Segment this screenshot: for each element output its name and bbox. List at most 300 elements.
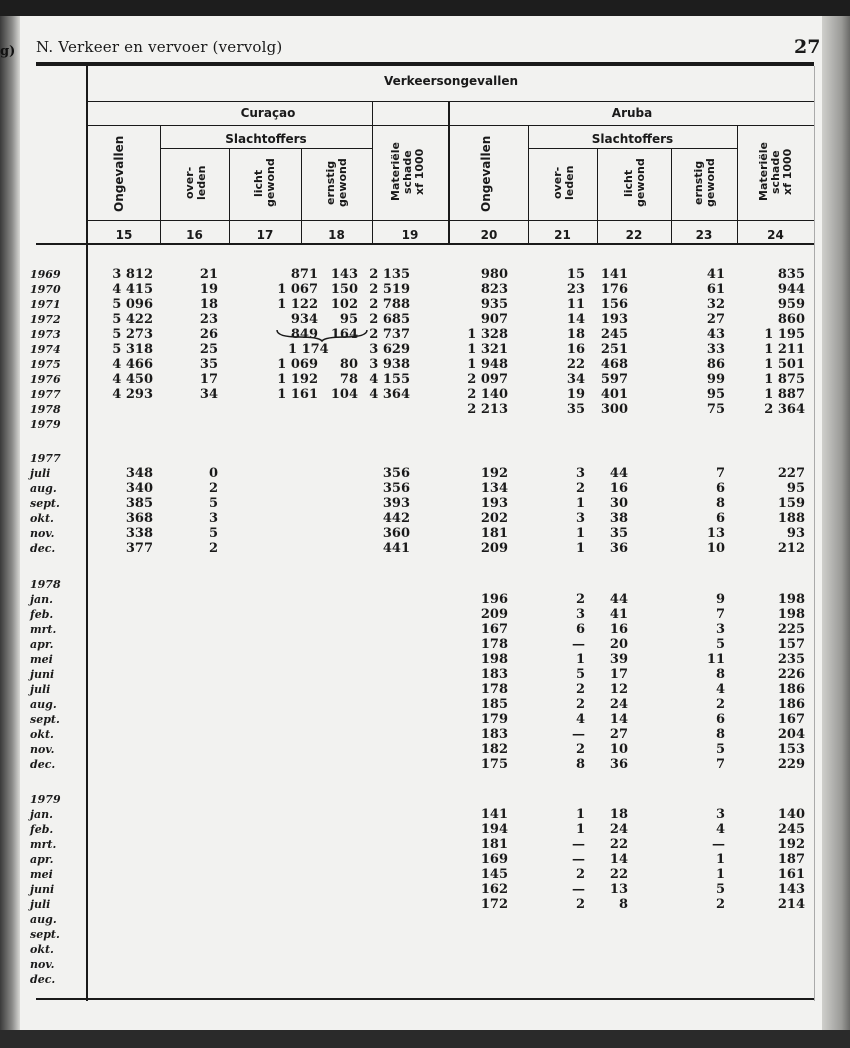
table-row: [30, 342, 820, 357]
cell-ongevallen-curacao: 4 466: [112, 357, 153, 372]
table-row: [30, 697, 820, 712]
cell-overleden-curacao: [153, 652, 218, 667]
cell-overleden-aruba: [508, 927, 585, 942]
cell-ernstig-gewond-aruba: 8: [715, 727, 725, 742]
column-number: 24: [767, 228, 784, 242]
cell-ongevallen-aruba: 935: [480, 297, 508, 312]
table-row: [30, 897, 820, 912]
cell-licht-gewond-curacao: 934: [290, 312, 318, 327]
header-rule: [88, 220, 814, 221]
cell-schade-curacao: [358, 927, 410, 942]
cell-overleden-curacao: 21: [199, 267, 218, 282]
cell-licht-gewond-curacao: [218, 637, 318, 652]
cell-overleden-aruba: 18: [566, 327, 585, 342]
cell-ongevallen-aruba: 183: [480, 667, 508, 682]
cell-schade-curacao: [358, 942, 410, 957]
cell-ongevallen-aruba: 2 213: [467, 402, 508, 417]
section-heading: 1978: [30, 578, 61, 591]
cell-ernstig-gewond-curacao: [318, 957, 358, 972]
cell-overleden-curacao: [153, 912, 218, 927]
cell-overleden-curacao: [153, 417, 218, 432]
cell-licht-gewond-aruba: 245: [600, 327, 628, 342]
cell-overleden-curacao: [153, 867, 218, 882]
cell-licht-gewond-aruba: 27: [609, 727, 628, 742]
table-row: [30, 511, 820, 526]
cell-licht-gewond-aruba: 35: [609, 526, 628, 541]
cell-schade-curacao: [358, 837, 410, 852]
cell-licht-gewond-curacao: [218, 757, 318, 772]
cell-schade-aruba: 188: [777, 511, 805, 526]
cell-overleden-curacao: [153, 727, 218, 742]
cell-ernstig-gewond-curacao: [318, 742, 358, 757]
cell-ongevallen-aruba: 181: [480, 837, 508, 852]
cell-schade-curacao: 2 685: [369, 312, 410, 327]
column-number: 20: [480, 228, 498, 242]
cell-licht-gewond-curacao: [218, 882, 318, 897]
cell-schade-aruba: 143: [777, 882, 805, 897]
cell-schade-aruba: 1 195: [764, 327, 805, 342]
cell-ongevallen-curacao: [86, 807, 153, 822]
cell-licht-gewond-curacao: [218, 526, 318, 541]
cell-ongevallen-curacao: 368: [125, 511, 153, 526]
cell-ernstig-gewond-curacao: 150: [330, 282, 358, 297]
row-label: dec.: [30, 973, 56, 986]
cell-ongevallen-curacao: 5 422: [112, 312, 153, 327]
cell-ernstig-gewond-curacao: 104: [330, 387, 358, 402]
column-number: 18: [328, 228, 345, 242]
cell-ernstig-gewond-aruba: 43: [706, 327, 725, 342]
cell-licht-gewond-curacao: [218, 742, 318, 757]
cell-schade-curacao: 356: [382, 481, 410, 496]
cell-licht-gewond-curacao: [218, 837, 318, 852]
scan-right-edge: [822, 16, 850, 1030]
cell-overleden-curacao: 2: [208, 541, 218, 556]
cell-ernstig-gewond-aruba: 32: [706, 297, 725, 312]
cell-ernstig-gewond-aruba: [628, 912, 725, 927]
cell-ongevallen-aruba: [410, 417, 508, 432]
cell-ongevallen-aruba: 193: [480, 496, 508, 511]
header-curacao: Curaçao: [240, 106, 296, 120]
cell-overleden-aruba: 14: [566, 312, 585, 327]
divider: [372, 101, 373, 243]
column-number: 16: [186, 228, 203, 242]
cell-ernstig-gewond-aruba: 1: [715, 852, 725, 867]
cell-overleden-curacao: [153, 607, 218, 622]
table-row: [30, 592, 820, 607]
cell-schade-curacao: [358, 757, 410, 772]
cell-licht-gewond-curacao: [218, 481, 318, 496]
cell-schade-aruba: 1 875: [764, 372, 805, 387]
cell-overleden-curacao: [153, 757, 218, 772]
table-row: [30, 372, 820, 387]
cell-ongevallen-curacao: [86, 942, 153, 957]
cell-ongevallen-aruba: 183: [480, 727, 508, 742]
cell-schade-curacao: [358, 712, 410, 727]
cell-ongevallen-aruba: 167: [480, 622, 508, 637]
cell-ernstig-gewond-curacao: [318, 637, 358, 652]
cell-ongevallen-curacao: [86, 637, 153, 652]
row-label: sept.: [30, 928, 60, 941]
cell-schade-curacao: 3 629: [369, 342, 410, 357]
cell-licht-gewond-curacao: [218, 957, 318, 972]
cell-ernstig-gewond-curacao: [318, 697, 358, 712]
cell-ongevallen-curacao: [86, 697, 153, 712]
cell-licht-gewond-curacao: [218, 682, 318, 697]
cell-ernstig-gewond-aruba: 6: [715, 712, 725, 727]
cell-ongevallen-curacao: [86, 972, 153, 987]
cell-licht-gewond-curacao: [218, 897, 318, 912]
table-row: [30, 882, 820, 897]
cell-ongevallen-curacao: 4 415: [112, 282, 153, 297]
row-label: 1978: [30, 403, 61, 416]
cell-overleden-aruba: 2: [575, 867, 585, 882]
cell-ongevallen-aruba: 178: [480, 637, 508, 652]
cell-licht-gewond-curacao: [218, 697, 318, 712]
row-label: okt.: [30, 943, 54, 956]
cell-overleden-curacao: [153, 822, 218, 837]
cell-ernstig-gewond-curacao: [318, 511, 358, 526]
cell-ernstig-gewond-aruba: 8: [715, 667, 725, 682]
cell-ernstig-gewond-curacao: [318, 897, 358, 912]
cell-ernstig-gewond-curacao: [318, 837, 358, 852]
cell-schade-curacao: [358, 682, 410, 697]
scan-bottom-edge: [0, 1030, 850, 1048]
cell-ongevallen-aruba: 907: [480, 312, 508, 327]
cell-ongevallen-curacao: 5 096: [112, 297, 153, 312]
cell-ongevallen-curacao: 4 293: [112, 387, 153, 402]
row-label: feb.: [30, 823, 54, 836]
cell-licht-gewond-aruba: 38: [609, 511, 628, 526]
cell-ernstig-gewond-aruba: 7: [715, 607, 725, 622]
cell-ongevallen-curacao: [86, 882, 153, 897]
row-label: juli: [30, 683, 51, 696]
cell-licht-gewond-aruba: 17: [609, 667, 628, 682]
cell-ongevallen-aruba: 181: [480, 526, 508, 541]
cell-ongevallen-curacao: [86, 867, 153, 882]
cell-schade-aruba: 153: [777, 742, 805, 757]
column-number: 22: [625, 228, 643, 242]
row-label: sept.: [30, 713, 60, 726]
cell-schade-aruba: 140: [777, 807, 805, 822]
cell-schade-curacao: [358, 897, 410, 912]
cell-overleden-aruba: —: [572, 852, 585, 867]
table-row: [30, 481, 820, 496]
cell-ernstig-gewond-curacao: [318, 496, 358, 511]
cell-ernstig-gewond-aruba: 5: [715, 637, 725, 652]
row-label: jan.: [30, 593, 53, 606]
cell-ernstig-gewond-aruba: 6: [715, 481, 725, 496]
cell-ernstig-gewond-aruba: 7: [715, 757, 725, 772]
cell-overleden-curacao: 18: [199, 297, 218, 312]
table-row: [30, 957, 820, 972]
cell-ernstig-gewond-aruba: 4: [715, 822, 725, 837]
cell-schade-curacao: [358, 727, 410, 742]
cell-licht-gewond-aruba: 22: [609, 837, 628, 852]
cell-overleden-curacao: 35: [199, 357, 218, 372]
row-label: nov.: [30, 958, 55, 971]
cell-overleden-aruba: 1: [575, 526, 585, 541]
cell-licht-gewond-curacao: [218, 942, 318, 957]
cell-overleden-curacao: [153, 927, 218, 942]
cell-schade-curacao: 2 135: [369, 267, 410, 282]
cell-ongevallen-aruba: 209: [480, 607, 508, 622]
column-number: 17: [256, 228, 274, 242]
row-label: dec.: [30, 758, 56, 771]
cell-ernstig-gewond-aruba: 41: [706, 267, 725, 282]
cell-schade-aruba: [725, 942, 805, 957]
cell-licht-gewond-curacao: 1 069: [277, 357, 318, 372]
cell-licht-gewond-aruba: 22: [609, 867, 628, 882]
cell-overleden-curacao: [153, 882, 218, 897]
cell-licht-gewond-curacao: [218, 807, 318, 822]
cell-ongevallen-curacao: 348: [125, 466, 153, 481]
cell-ernstig-gewond-curacao: [318, 541, 358, 556]
cell-licht-gewond-aruba: 156: [600, 297, 628, 312]
cell-schade-aruba: 198: [777, 592, 805, 607]
header-materiele-schade: Materiële schade xf 1000: [389, 142, 426, 202]
cell-overleden-curacao: [153, 897, 218, 912]
row-label: aug.: [30, 913, 57, 926]
cell-ongevallen-curacao: [86, 927, 153, 942]
cell-schade-curacao: 442: [382, 511, 410, 526]
cell-schade-curacao: [358, 882, 410, 897]
cell-schade-curacao: [358, 742, 410, 757]
cell-overleden-curacao: 19: [199, 282, 218, 297]
cell-licht-gewond-aruba: [585, 927, 628, 942]
cell-ernstig-gewond-curacao: [318, 972, 358, 987]
cell-ernstig-gewond-aruba: [628, 942, 725, 957]
row-label: mei: [30, 868, 53, 881]
cell-ernstig-gewond-curacao: 80: [339, 357, 358, 372]
row-label: jan.: [30, 808, 53, 821]
cell-overleden-aruba: 23: [566, 282, 585, 297]
cell-schade-aruba: [725, 972, 805, 987]
divider: [737, 125, 738, 243]
cell-ongevallen-aruba: 2 140: [467, 387, 508, 402]
cell-licht-gewond-curacao: 1 067: [277, 282, 318, 297]
cell-overleden-aruba: [508, 972, 585, 987]
cell-licht-gewond-aruba: 18: [609, 807, 628, 822]
cell-overleden-curacao: 5: [208, 496, 218, 511]
cell-ernstig-gewond-aruba: 27: [706, 312, 725, 327]
cell-ongevallen-curacao: [86, 727, 153, 742]
cell-licht-gewond-aruba: [585, 972, 628, 987]
cell-schade-curacao: [358, 807, 410, 822]
cell-licht-gewond-aruba: [585, 957, 628, 972]
cell-ernstig-gewond-aruba: 6: [715, 511, 725, 526]
cell-ernstig-gewond-curacao: [318, 417, 358, 432]
cell-schade-aruba: 214: [777, 897, 805, 912]
cell-ernstig-gewond-curacao: [318, 727, 358, 742]
cell-overleden-aruba: 2: [575, 682, 585, 697]
cell-schade-curacao: 2 737: [369, 327, 410, 342]
cell-overleden-aruba: 1: [575, 541, 585, 556]
column-number: 23: [695, 228, 713, 242]
cell-schade-curacao: 356: [382, 466, 410, 481]
cell-ongevallen-curacao: [86, 912, 153, 927]
cell-ernstig-gewond-aruba: 3: [715, 622, 725, 637]
cell-licht-gewond-aruba: 401: [600, 387, 628, 402]
cell-ernstig-gewond-aruba: [628, 417, 725, 432]
cell-ongevallen-aruba: 179: [480, 712, 508, 727]
cell-licht-gewond-aruba: 10: [609, 742, 628, 757]
cell-licht-gewond-aruba: 8: [618, 897, 628, 912]
cell-schade-aruba: 959: [777, 297, 805, 312]
cell-schade-curacao: 441: [382, 541, 410, 556]
cell-ongevallen-curacao: [86, 712, 153, 727]
cell-licht-gewond-aruba: 14: [609, 712, 628, 727]
row-label: juli: [30, 467, 51, 480]
cell-overleden-aruba: 1: [575, 496, 585, 511]
cell-schade-aruba: 860: [777, 312, 805, 327]
cell-ongevallen-curacao: [86, 757, 153, 772]
cell-ongevallen-aruba: [410, 912, 508, 927]
cell-overleden-aruba: 1: [575, 652, 585, 667]
cell-schade-aruba: 212: [777, 541, 805, 556]
cell-ongevallen-aruba: 202: [480, 511, 508, 526]
header-overleden: over- leden: [183, 165, 208, 201]
cell-schade-aruba: 229: [777, 757, 805, 772]
cell-overleden-aruba: 2: [575, 592, 585, 607]
cell-licht-gewond-curacao: [218, 607, 318, 622]
cell-ongevallen-curacao: 5 273: [112, 327, 153, 342]
divider: [448, 101, 450, 243]
cell-ongevallen-curacao: [86, 837, 153, 852]
cell-schade-aruba: 95: [786, 481, 805, 496]
cell-overleden-curacao: 2: [208, 481, 218, 496]
cell-ongevallen-curacao: 340: [125, 481, 153, 496]
header-rule: [88, 125, 814, 126]
cell-ernstig-gewond-curacao: [318, 466, 358, 481]
row-label: nov.: [30, 527, 55, 540]
cell-licht-gewond-aruba: 16: [609, 481, 628, 496]
cell-overleden-aruba: [508, 957, 585, 972]
cell-overleden-curacao: 0: [208, 466, 218, 481]
cell-overleden-aruba: 19: [566, 387, 585, 402]
cell-overleden-aruba: 4: [575, 712, 585, 727]
cell-overleden-aruba: 3: [575, 466, 585, 481]
cell-ongevallen-aruba: 172: [480, 897, 508, 912]
row-label: 1969: [30, 268, 61, 281]
cell-licht-gewond-curacao: 1 192: [277, 372, 318, 387]
cell-licht-gewond-aruba: 44: [609, 592, 628, 607]
cell-overleden-curacao: [153, 742, 218, 757]
cell-overleden-aruba: 8: [575, 757, 585, 772]
table-row: [30, 327, 820, 342]
cell-ernstig-gewond-aruba: [628, 927, 725, 942]
cell-ongevallen-curacao: 3 812: [112, 267, 153, 282]
cell-overleden-curacao: [153, 712, 218, 727]
cell-ongevallen-curacao: 4 450: [112, 372, 153, 387]
cell-ernstig-gewond-aruba: 8: [715, 496, 725, 511]
cell-licht-gewond-curacao: [218, 496, 318, 511]
cell-schade-aruba: 204: [777, 727, 805, 742]
cell-ernstig-gewond-curacao: [318, 807, 358, 822]
cell-schade-curacao: [358, 652, 410, 667]
cell-ongevallen-curacao: [86, 742, 153, 757]
cell-ongevallen-aruba: 194: [480, 822, 508, 837]
section-1979: [30, 792, 820, 987]
header-licht-gewond: licht gewond: [252, 158, 277, 208]
cell-overleden-curacao: [153, 637, 218, 652]
cell-schade-aruba: [725, 927, 805, 942]
cell-schade-aruba: 835: [777, 267, 805, 282]
cell-ernstig-gewond-curacao: [318, 712, 358, 727]
bracket-brace-icon: [275, 328, 370, 342]
cell-overleden-curacao: [153, 667, 218, 682]
cell-licht-gewond-curacao: 849: [290, 327, 318, 342]
cell-licht-gewond-curacao: 1 122: [277, 297, 318, 312]
cell-schade-aruba: 186: [777, 697, 805, 712]
header-rule: [88, 101, 814, 102]
table-row: [30, 742, 820, 757]
cell-ongevallen-aruba: 145: [480, 867, 508, 882]
table-row: [30, 942, 820, 957]
cell-overleden-aruba: 16: [566, 342, 585, 357]
cell-ernstig-gewond-curacao: [318, 607, 358, 622]
cell-licht-gewond-curacao: [218, 912, 318, 927]
cell-schade-aruba: 245: [777, 822, 805, 837]
cell-licht-gewond-aruba: 41: [609, 607, 628, 622]
cell-licht-gewond-curacao: [218, 972, 318, 987]
cell-schade-curacao: 2 788: [369, 297, 410, 312]
cell-schade-aruba: 1 887: [764, 387, 805, 402]
cell-schade-aruba: 157: [777, 637, 805, 652]
table-row: [30, 312, 820, 327]
merged-licht-ernstig-1974: 1 174: [288, 342, 329, 357]
cell-schade-aruba: [725, 417, 805, 432]
cell-ernstig-gewond-curacao: [318, 912, 358, 927]
cell-schade-aruba: [725, 912, 805, 927]
table-row: [30, 867, 820, 882]
cell-ongevallen-curacao: [86, 652, 153, 667]
cell-ernstig-gewond-aruba: 86: [706, 357, 725, 372]
table-row: [30, 727, 820, 742]
cell-schade-curacao: [358, 822, 410, 837]
cell-overleden-aruba: —: [572, 727, 585, 742]
cell-schade-curacao: 3 938: [369, 357, 410, 372]
cell-licht-gewond-curacao: [218, 727, 318, 742]
cell-ernstig-gewond-aruba: 9: [715, 592, 725, 607]
cell-ernstig-gewond-curacao: 95: [339, 312, 358, 327]
table-row: [30, 757, 820, 772]
cell-ernstig-gewond-curacao: 102: [330, 297, 358, 312]
row-label: dec.: [30, 542, 56, 555]
cell-schade-aruba: 225: [777, 622, 805, 637]
cell-schade-aruba: [725, 957, 805, 972]
row-label: mrt.: [30, 838, 57, 851]
cell-licht-gewond-aruba: [585, 417, 628, 432]
row-label: apr.: [30, 853, 54, 866]
cell-ernstig-gewond-aruba: 3: [715, 807, 725, 822]
cell-licht-gewond-curacao: [218, 511, 318, 526]
cell-ernstig-gewond-aruba: 99: [706, 372, 725, 387]
cell-licht-gewond-curacao: [218, 622, 318, 637]
header-ernstig-gewond: ernstig gewond: [692, 158, 717, 208]
cell-ongevallen-aruba: 162: [480, 882, 508, 897]
section-1978: [30, 577, 820, 772]
table-row: [30, 496, 820, 511]
cell-overleden-curacao: [153, 972, 218, 987]
cell-overleden-curacao: 25: [199, 342, 218, 357]
cell-overleden-aruba: 2: [575, 742, 585, 757]
table-row: [30, 297, 820, 312]
cell-schade-curacao: [358, 622, 410, 637]
cell-schade-curacao: [358, 592, 410, 607]
header-verkeersongevallen: Verkeersongevallen: [383, 74, 519, 88]
header-materiele-schade: Materiële schade xf 1000: [757, 142, 794, 202]
cell-licht-gewond-aruba: 36: [609, 757, 628, 772]
